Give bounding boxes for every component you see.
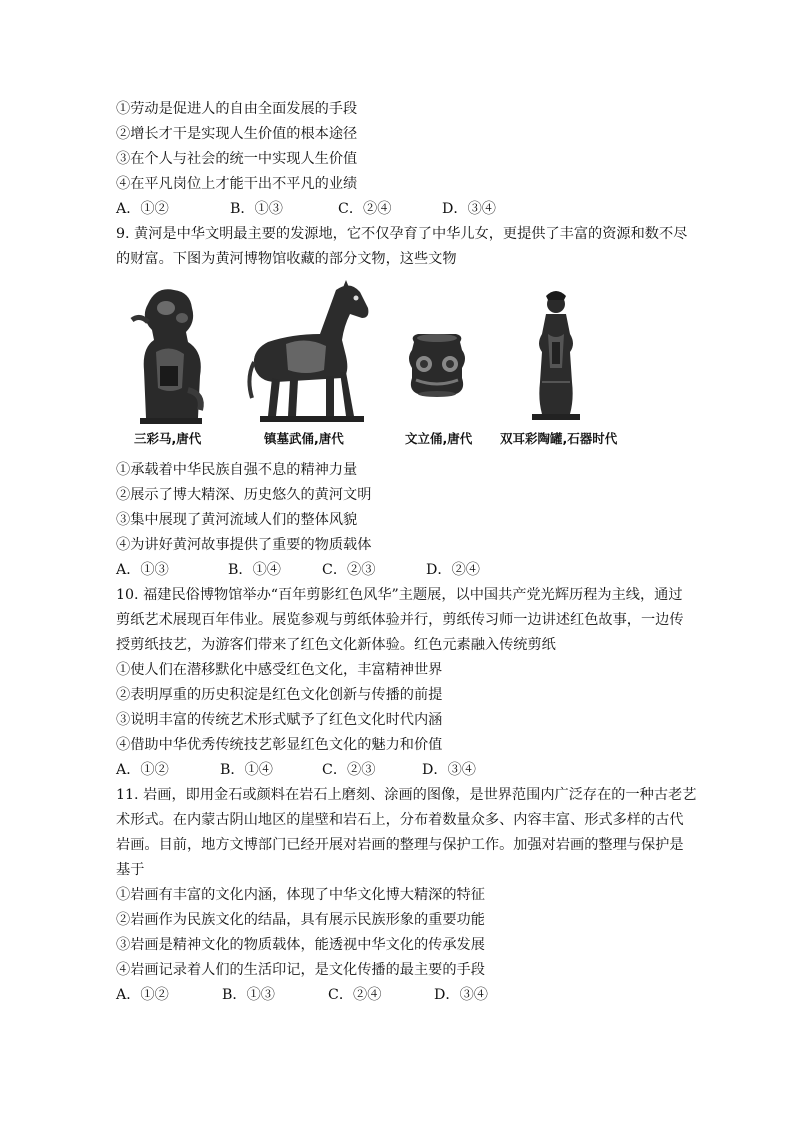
q11-statement-1: ①岩画有丰富的文化内涵，体现了中华文化博大精深的特征 (116, 887, 485, 903)
civil-official-figure (402, 278, 472, 426)
q8-statement-2: ②增长才干是实现人生价值的根本途径 (116, 126, 358, 142)
q10-stem-line-1: 10. 福建民俗博物馆举办“百年剪影红色风华”主题展，以中国共产党光辉历程为主线，通过 (116, 587, 683, 603)
q9-statement-2: ②展示了博大精深、历史悠久的黄河文明 (116, 487, 372, 503)
caption-tri-color-horse: 三彩马,唐代 (134, 431, 202, 446)
q11-statement-4: ④岩画记录着人们的生活印记，是文化传播的最主要的手段 (116, 962, 485, 978)
q11-stem-line-1: 11. 岩画，即用金石或颜料在岩石上磨刻、涂画的图像，是世界范围内广泛存在的一种古老艺 (116, 787, 697, 803)
q8-option-d: D．③④ (442, 201, 496, 217)
q8-statement-3: ③在个人与社会的统一中实现人生价值 (116, 151, 358, 167)
q8-option-b: B．①③ (230, 201, 283, 217)
tri-color-horse-figure (126, 278, 212, 426)
q9-stem-line-1: 9. 黄河是中华文明最主要的发源地，它不仅孕育了中华儿女，更提供了丰富的资源和数不尽 (116, 226, 688, 242)
tomb-warrior-horse-figure (246, 278, 374, 426)
q10-option-b: B．①④ (220, 762, 273, 778)
q10-option-c: C．②③ (322, 762, 376, 778)
q11-option-a: A．①② (116, 987, 169, 1003)
q9-statement-4: ④为讲好黄河故事提供了重要的物质载体 (116, 537, 372, 553)
caption-civil-official: 文立俑,唐代 (405, 431, 473, 446)
caption-tomb-warrior: 镇墓武俑,唐代 (264, 431, 344, 446)
q10-stem-line-3: 授剪纸技艺，为游客们带来了红色文化新体验。红色元素融入传统剪纸 (116, 637, 556, 653)
q9-option-d: D．②④ (426, 562, 480, 578)
double-ear-painted-jar-figure (524, 278, 588, 426)
q9-option-a: A．①③ (116, 562, 169, 578)
q9-statement-3: ③集中展现了黄河流域人们的整体风貌 (116, 512, 358, 528)
q9-stem-line-2: 的财富。下图为黄河博物馆收藏的部分文物，这些文物 (116, 251, 457, 267)
q10-option-d: D．③④ (422, 762, 476, 778)
q11-stem-line-2: 术形式。在内蒙古阴山地区的崖壁和岩石上，分布着数量众多、内容丰富、形式多样的古代 (116, 812, 684, 828)
q8-statement-1: ①劳动是促进人的自由全面发展的手段 (116, 101, 358, 117)
q10-statement-2: ②表明厚重的历史积淀是红色文化创新与传播的前提 (116, 687, 443, 703)
q10-statement-4: ④借助中华优秀传统技艺彰显红色文化的魅力和价值 (116, 737, 443, 753)
q11-option-d: D．③④ (434, 987, 488, 1003)
q11-option-c: C．②④ (328, 987, 382, 1003)
q10-statement-1: ①使人们在潜移默化中感受红色文化，丰富精神世界 (116, 662, 443, 678)
q10-statement-3: ③说明丰富的传统艺术形式赋予了红色文化时代内涵 (116, 712, 443, 728)
q10-stem-line-2: 剪纸艺术展现百年伟业。展览参观与剪纸体验并行，剪纸传习师一边讲述红色故事，一边传 (116, 612, 684, 628)
q11-statement-2: ②岩画作为民族文化的结晶，具有展示民族形象的重要功能 (116, 912, 485, 928)
q11-option-b: B．①③ (222, 987, 275, 1003)
q8-statement-4: ④在平凡岗位上才能干出不平凡的业绩 (116, 176, 358, 192)
q8-option-c: C．②④ (338, 201, 392, 217)
q11-stem-line-4: 基于 (116, 862, 145, 878)
q9-statement-1: ①承载着中华民族自强不息的精神力量 (116, 462, 358, 478)
q11-statement-3: ③岩画是精神文化的物质载体，能透视中华文化的传承发展 (116, 937, 485, 953)
q11-stem-line-3: 岩画。目前，地方文博部门已经开展对岩画的整理与保护工作。加强对岩画的整理与保护是 (116, 837, 684, 853)
q10-option-a: A．①② (116, 762, 169, 778)
q9-option-b: B．①④ (228, 562, 281, 578)
q8-option-a: A．①② (116, 201, 169, 217)
caption-painted-jar: 双耳彩陶罐,石器时代 (500, 431, 618, 446)
q9-option-c: C．②③ (322, 562, 376, 578)
